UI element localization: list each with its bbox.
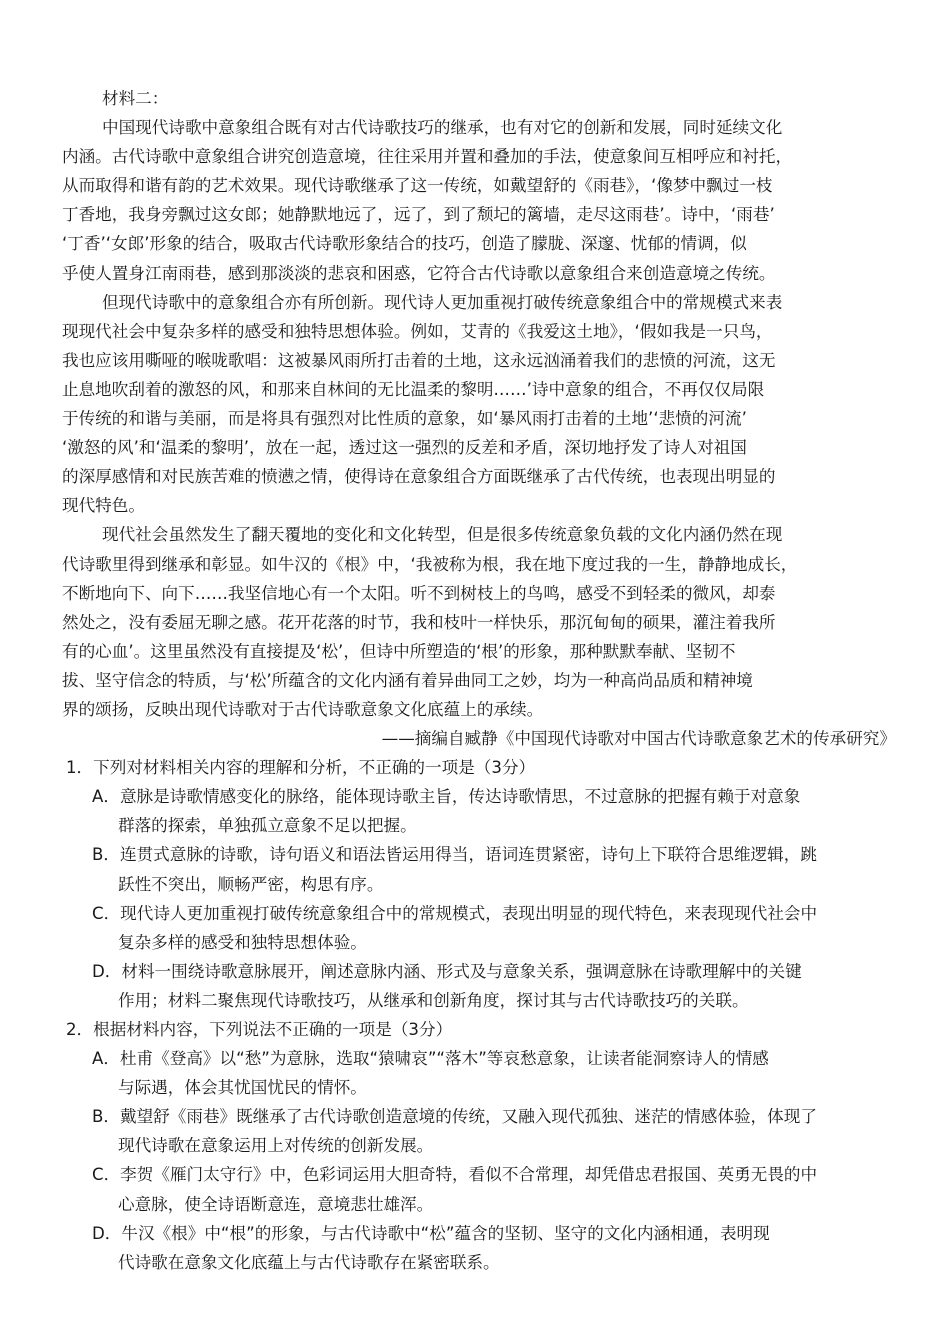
passage-line: 于传统的和谐与美丽，而是将具有强烈对比性质的意象，如‘暴风雨打击着的土地’‘悲愤的河流’ bbox=[62, 409, 747, 429]
option-line: B．连贯式意脉的诗歌，诗句语义和语法皆运用得当，语词连贯紧密，诗句上下联符合思维逻辑，跳 bbox=[92, 845, 817, 865]
option-line: 群落的探索，单独孤立意象不足以把握。 bbox=[118, 816, 417, 836]
passage-line: 现代社会虽然发生了翻天覆地的变化和文化转型，但是很多传统意象负载的文化内涵仍然在现 bbox=[102, 525, 783, 545]
passage-line: 我也应该用嘶哑的喉咙歌唱：这被暴风雨所打击着的土地，这永远汹涌着我们的悲愤的河流，这无 bbox=[62, 350, 776, 370]
passage-paragraph bbox=[62, 520, 900, 724]
option-line: D．牛汉《根》中“根”的形象，与古代诗歌中“松”蕴含的坚韧、坚守的文化内涵相通，表明现 bbox=[92, 1223, 770, 1243]
material-heading: 材料二： bbox=[102, 89, 169, 108]
option-line: 跃性不突出，顺畅严密，构思有序。 bbox=[118, 874, 384, 894]
option-line: 与际遇，体会其忧国忧民的情怀。 bbox=[118, 1078, 367, 1098]
answer-option[interactable] bbox=[62, 1044, 900, 1102]
passage-line: 现代特色。 bbox=[62, 496, 145, 516]
passage-line: 但现代诗歌中的意象组合亦有所创新。现代诗人更加重视打破传统意象组合中的常规模式来表 bbox=[102, 292, 783, 312]
passage-source: ——摘编自臧静《中国现代诗歌对中国古代诗歌意象艺术的传承研究》 bbox=[381, 729, 896, 749]
answer-option[interactable] bbox=[62, 1102, 900, 1160]
passage-line: ‘激怒的风’和‘温柔的黎明’，放在一起，透过这一强烈的反差和矛盾，深切地抒发了诗人对祖国 bbox=[62, 438, 747, 458]
option-line: C．现代诗人更加重视打破传统意象组合中的常规模式，表现出明显的现代特色，来表现现代社会中 bbox=[92, 903, 818, 923]
passage-line: 代诗歌里得到继承和彰显。如牛汉的《根》中，‘我被称为根，我在地下度过我的一生，静静地成长， bbox=[62, 554, 798, 574]
option-line: 作用；材料二聚焦现代诗歌技巧，从继承和创新角度，探讨其与古代诗歌技巧的关联。 bbox=[118, 990, 749, 1010]
question-1 bbox=[62, 753, 900, 1015]
passage-line: 不断地向下、向下……我坚信地心有一个太阳。听不到树枝上的鸟鸣，感受不到轻柔的微风，却泰 bbox=[62, 583, 776, 603]
option-line: 代诗歌在意象文化底蕴上与古代诗歌存在紧密联系。 bbox=[118, 1252, 500, 1272]
question-stem: 2．根据材料内容，下列说法不正确的一项是（3分） bbox=[66, 1020, 453, 1039]
answer-option[interactable] bbox=[62, 782, 900, 840]
passage-line: 有的心血’。这里虽然没有直接提及‘松’，但诗中所塑造的‘根’的形象，那种默默奉献、坚韧不 bbox=[62, 641, 736, 661]
passage-line: 现现代社会中复杂多样的感受和独特思想体验。例如，艾青的《我爱这土地》，‘假如我是一只鸟， bbox=[62, 321, 773, 341]
option-line: 现代诗歌在意象运用上对传统的创新发展。 bbox=[118, 1136, 434, 1156]
passage-line: 乎使人置身江南雨巷，感到那淡淡的悲哀和困惑，它符合古代诗歌以意象组合来创造意境之传统。 bbox=[62, 263, 776, 283]
passage-line: 的深厚感情和对民族苦难的愤懑之情，使得诗在意象组合方面既继承了古代传统，也表现出明显的 bbox=[62, 467, 776, 487]
answer-option[interactable] bbox=[62, 957, 900, 1015]
option-line: 心意脉，使全诗语断意连，意境悲壮雄浑。 bbox=[118, 1194, 434, 1214]
option-line: D．材料一围绕诗歌意脉展开，阐述意脉内涵、形式及与意象关系，强调意脉在诗歌理解中的关键 bbox=[92, 961, 802, 981]
passage-line: 然处之，没有委屈无聊之感。花开花落的时节，我和枝叶一样快乐，那沉甸甸的硕果，灌注着我所 bbox=[62, 612, 776, 632]
answer-option[interactable] bbox=[62, 1160, 900, 1218]
question-2 bbox=[62, 1015, 900, 1277]
passage-line: ‘丁香’‘女郎’形象的结合，吸取古代诗歌形象结合的技巧，创造了朦胧、深邃、忧郁的情调，似 bbox=[62, 234, 747, 254]
option-line: A．杜甫《登高》以“愁”为意脉，选取“猿啸哀”“落木”等哀愁意象，让读者能洞察诗人的情感 bbox=[92, 1049, 769, 1069]
passage-line: 从而取得和谐有韵的艺术效果。现代诗歌继承了这一传统，如戴望舒的《雨巷》，‘像梦中飘过一枝 bbox=[62, 176, 773, 196]
passage-paragraph bbox=[62, 288, 900, 521]
passage-line: 止息地吹刮着的激怒的风，和那来自林间的无比温柔的黎明……’诗中意象的组合，不再仅仅局限 bbox=[62, 379, 765, 399]
passage bbox=[62, 113, 900, 724]
passage-paragraph bbox=[62, 113, 900, 288]
option-line: C．李贺《雁门太守行》中，色彩词运用大胆奇特，看似不合常理，却凭借忠君报国、英勇无畏的中 bbox=[92, 1165, 818, 1185]
passage-line: 拔、坚守信念的特质，与‘松’所蕴含的文化内涵有着异曲同工之妙，均为一种高尚品质和精神境 bbox=[62, 670, 753, 690]
answer-option[interactable] bbox=[62, 1219, 900, 1277]
answer-option[interactable] bbox=[62, 840, 900, 898]
questions bbox=[62, 753, 900, 1277]
passage-line: 中国现代诗歌中意象组合既有对古代诗歌技巧的继承，也有对它的创新和发展，同时延续文化 bbox=[102, 118, 783, 138]
option-line: 复杂多样的感受和独特思想体验。 bbox=[118, 932, 367, 952]
question-stem: 1．下列对材料相关内容的理解和分析，不正确的一项是（3分） bbox=[66, 758, 536, 778]
passage-line: 丁香地，我身旁飘过这女郎；她静默地远了，远了，到了颓圮的篱墙，走尽这雨巷’。诗中，‘雨巷’ bbox=[62, 205, 775, 225]
option-line: A．意脉是诗歌情感变化的脉络，能体现诗歌主旨，传达诗歌情思，不过意脉的把握有赖于对意象 bbox=[92, 787, 801, 807]
answer-option[interactable] bbox=[62, 899, 900, 957]
option-line: B．戴望舒《雨巷》既继承了古代诗歌创造意境的传统，又融入现代孤独、迷茫的情感体验，体现了 bbox=[92, 1107, 817, 1127]
passage-line: 界的颂扬，反映出现代诗歌对于古代诗歌意象文化底蕴上的承续。 bbox=[62, 699, 544, 719]
passage-line: 内涵。古代诗歌中意象组合讲究创造意境，往往采用并置和叠加的手法，使意象间互相呼应和衬托， bbox=[62, 147, 793, 167]
